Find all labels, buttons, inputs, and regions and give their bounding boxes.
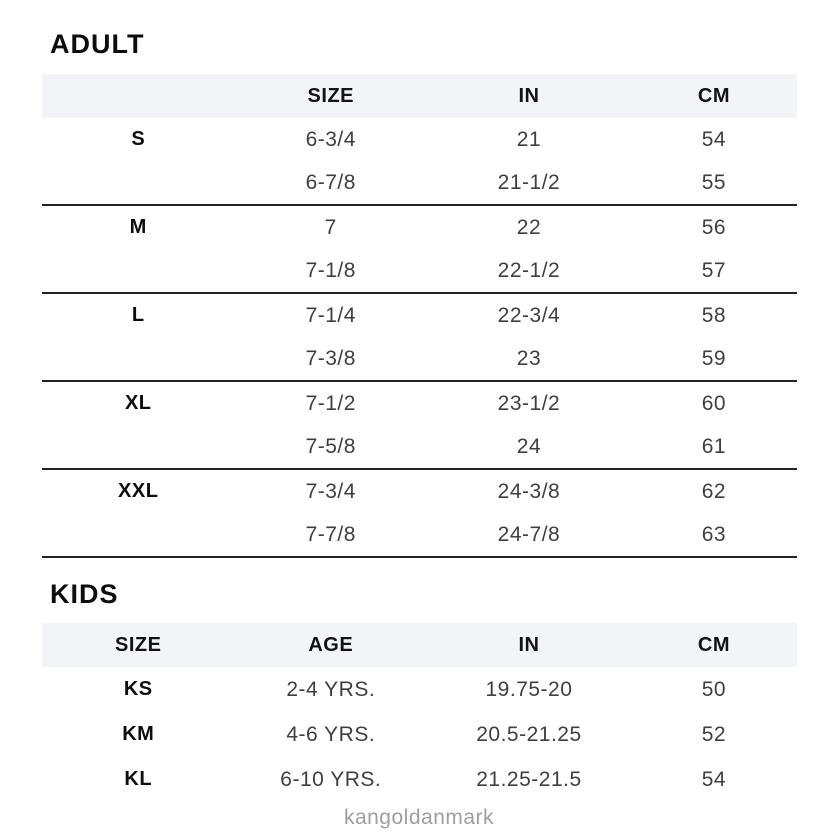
- size-group-label: [42, 337, 235, 381]
- kids-header-size: SIZE: [42, 623, 235, 667]
- table-row: [42, 425, 797, 469]
- size-group-label: XL: [124, 392, 152, 414]
- table-row: [42, 293, 797, 337]
- size-value: 7-3/8: [235, 337, 428, 381]
- size-group-label: [42, 249, 235, 293]
- size-value: 7: [324, 215, 337, 239]
- size-value: 7-5/8: [235, 425, 428, 469]
- cm-value: 54: [701, 127, 727, 151]
- in-value: 23: [427, 337, 631, 381]
- size-group-label: KM: [122, 723, 155, 745]
- size-group-label: [42, 513, 235, 557]
- adult-table-header-row: [42, 74, 797, 118]
- table-row: [42, 469, 797, 513]
- kids-header-age: AGE: [235, 623, 428, 667]
- in-value: 24-7/8: [427, 513, 631, 557]
- size-value: 6-3/4: [305, 127, 356, 151]
- cm-value: 55: [631, 161, 797, 205]
- table-row: [42, 513, 797, 557]
- size-value: 7-3/4: [305, 479, 356, 503]
- adult-header-blank: [42, 74, 235, 118]
- table-row: [42, 118, 797, 161]
- table-row: [42, 249, 797, 293]
- cm-value: 59: [631, 337, 797, 381]
- in-value: 21-1/2: [427, 161, 631, 205]
- size-group-label: L: [131, 304, 145, 326]
- table-row: [42, 667, 797, 712]
- age-value: 6-10 YRS.: [280, 767, 382, 791]
- cm-value: 50: [701, 677, 727, 701]
- adult-section-title: ADULT: [50, 29, 145, 59]
- kids-size-table: [42, 623, 797, 802]
- age-value: 2-4 YRS.: [286, 677, 376, 701]
- in-value: 20.5-21.25: [476, 722, 582, 746]
- watermark-text: kangoldanmark: [343, 806, 495, 829]
- in-value: 21.25-21.5: [476, 767, 582, 791]
- size-group-label: XXL: [118, 480, 159, 502]
- cm-value: 61: [631, 425, 797, 469]
- size-group-label: [42, 161, 235, 205]
- kids-header-in: IN: [427, 623, 631, 667]
- size-group-label: KL: [124, 768, 153, 790]
- kids-table-header-row: [42, 623, 797, 667]
- in-value: 21: [516, 127, 542, 151]
- adult-header-in: IN: [427, 74, 631, 118]
- in-value: 19.75-20: [485, 677, 573, 701]
- size-group-label: M: [129, 216, 147, 238]
- cm-value: 54: [701, 767, 727, 791]
- in-value: 22-1/2: [427, 249, 631, 293]
- cm-value: 63: [631, 513, 797, 557]
- size-value: 7-1/8: [235, 249, 428, 293]
- table-row: [42, 757, 797, 802]
- size-group-label: S: [131, 128, 146, 150]
- adult-size-table: [42, 74, 797, 558]
- cm-value: 56: [701, 215, 727, 239]
- table-row: [42, 205, 797, 249]
- size-group-label: KS: [123, 678, 153, 700]
- in-value: 22: [516, 215, 542, 239]
- table-row: [42, 712, 797, 757]
- age-value: 4-6 YRS.: [286, 722, 376, 746]
- size-value: 7-1/2: [305, 391, 356, 415]
- adult-header-size: SIZE: [235, 74, 428, 118]
- table-row: [42, 381, 797, 425]
- in-value: 24: [427, 425, 631, 469]
- cm-value: 52: [701, 722, 727, 746]
- size-group-label: [42, 425, 235, 469]
- in-value: 22-3/4: [497, 303, 561, 327]
- in-value: 23-1/2: [497, 391, 561, 415]
- size-value: 7-1/4: [305, 303, 356, 327]
- table-row: [42, 337, 797, 381]
- cm-value: 58: [701, 303, 727, 327]
- adult-header-cm: CM: [631, 74, 797, 118]
- cm-value: 57: [631, 249, 797, 293]
- size-value: 7-7/8: [235, 513, 428, 557]
- cm-value: 62: [701, 479, 727, 503]
- kids-header-cm: CM: [631, 623, 797, 667]
- size-value: 6-7/8: [235, 161, 428, 205]
- kids-section-title: KIDS: [50, 579, 119, 609]
- cm-value: 60: [701, 391, 727, 415]
- table-row: [42, 161, 797, 205]
- in-value: 24-3/8: [497, 479, 561, 503]
